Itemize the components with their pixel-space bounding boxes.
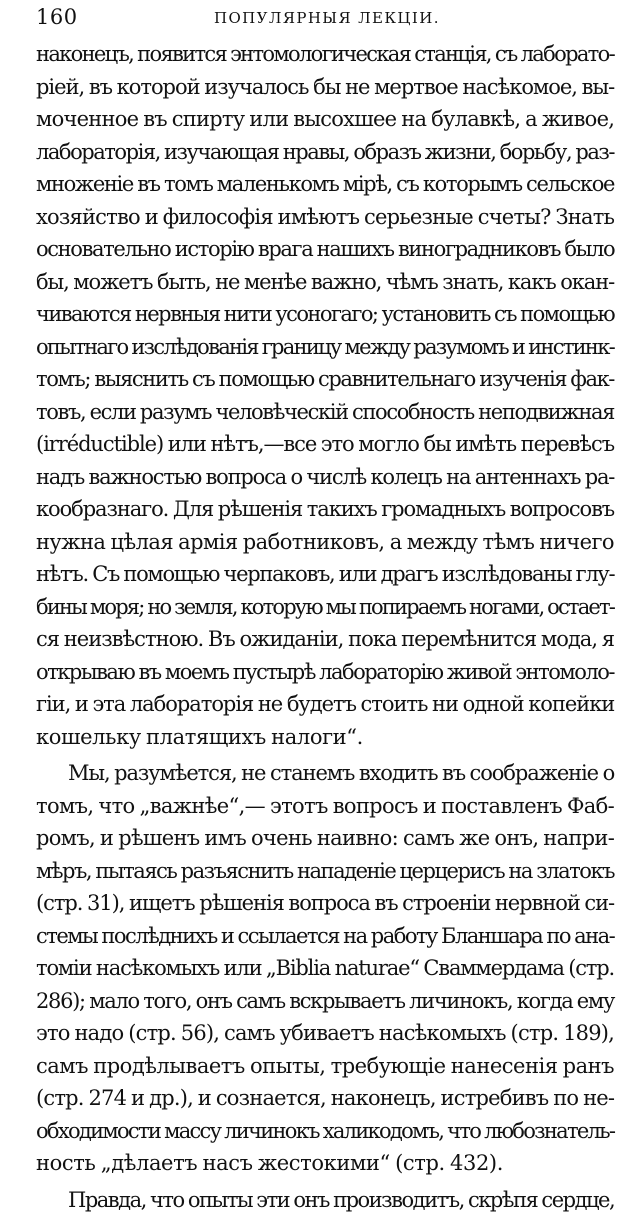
paragraph-2 [36,757,614,1180]
text-line: моченное въ спирту или высохшее на булавкѣ, а живое, [36,103,614,136]
text-line: ность „дѣлаетъ насъ жестокими“ (стр. 432). [36,1147,614,1180]
text-line: лабораторія, изучающая нравы, образъ жизни, борьбу, раз- [36,136,614,169]
text-line: (стр. 274 и др.), и сознается, наконецъ, истребивъ по не- [36,1082,614,1115]
text-line: чиваются нервныя нити усоногаго; установить съ помощью [36,298,614,331]
text-line: обходимости массу личинокъ халикодомъ, что любознатель- [36,1115,614,1148]
text-line: опытнаго изслѣдованія границу между разумомъ и инстинк- [36,331,614,364]
page-header [36,4,614,30]
paragraph-3 [36,1184,614,1216]
text-line: ся неизвѣстною. Въ ожиданіи, пока перемѣнится мода, я [36,623,614,656]
text-line: надъ важностью вопроса о числѣ колецъ на антеннахъ ра- [36,461,614,494]
text-line: основательно исторію врага нашихъ виноградниковъ было [36,233,614,266]
text-line: наконецъ, появится энтомологическая станція, съ лаборато- [36,38,614,71]
text-line: множеніе въ томъ маленькомъ мірѣ, съ которымъ сельское [36,168,614,201]
text-line: стемы послѣднихъ и ссылается на работу Бланшара по ана- [36,920,614,953]
page-number: 160 [36,4,78,30]
text-line: томъ; выяснить съ помощью сравнительнаго изученія фак- [36,363,614,396]
text-line: нѣтъ. Съ помощью черпаковъ, или драгъ изслѣдованы глу- [36,558,614,591]
text-line: бы, можетъ быть, не менѣе важно, чѣмъ знать, какъ окан- [36,266,614,299]
text-line: хозяйство и философія имѣютъ серьезные счеты? Знать [36,201,614,234]
text-line: бины моря; но земля, которую мы попираемъ ногами, остает- [36,591,614,624]
text-line: мѣръ, пытаясь разъяснить нападеніе церцерисъ на златокъ [36,855,614,888]
text-line: ромъ, и рѣшенъ имъ очень наивно: самъ же онъ, напри- [36,822,614,855]
text-line: товъ, если разумъ человѣческій способность неподвижная [36,396,614,429]
text-line: Мы, разумѣется, не станемъ входить въ соображеніе о [36,757,614,790]
text-line: открываю въ моемъ пустырѣ лабораторію живой энтомоло- [36,656,614,689]
text-line: (стр. 31), ищетъ рѣшенія вопроса въ строеніи нервной си- [36,887,614,920]
body-text [36,38,614,1216]
text-line: это надо (стр. 56), самъ убиваетъ насѣкомыхъ (стр. 189), [36,1017,614,1050]
text-line: томъ, что „важнѣе“,— этотъ вопросъ и поставленъ Фаб- [36,790,614,823]
text-line: томіи насѣкомыхъ или „Biblia naturae“ Сваммердама (стр. [36,952,614,985]
text-line: самъ продѣлываетъ опыты, требующіе нанесенія ранъ [36,1050,614,1083]
text-line: кообразнаго. Для рѣшенія такихъ громадныхъ вопросовъ [36,493,614,526]
text-line: 286); мало того, онъ самъ вскрываетъ личинокъ, когда ему [36,985,614,1018]
text-line: нужна цѣлая армія работниковъ, а между тѣмъ ничего [36,526,614,559]
text-line: гіи, и эта лабораторія не будетъ стоить ни одной копейки [36,688,614,721]
text-line: (irréductible) или нѣтъ,—все это могло бы имѣть перевѣсъ [36,428,614,461]
running-title: ПОПУЛЯРНЫЯ ЛЕКЦІИ. [214,6,440,30]
text-line: Правда, что опыты эти онъ производитъ, скрѣпя сердце, [36,1184,614,1216]
paragraph-1 [36,38,614,753]
text-line: кошельку платящихъ налоги“. [36,721,614,754]
text-line: ріей, въ которой изучалось бы не мертвое насѣкомое, вы- [36,71,614,104]
